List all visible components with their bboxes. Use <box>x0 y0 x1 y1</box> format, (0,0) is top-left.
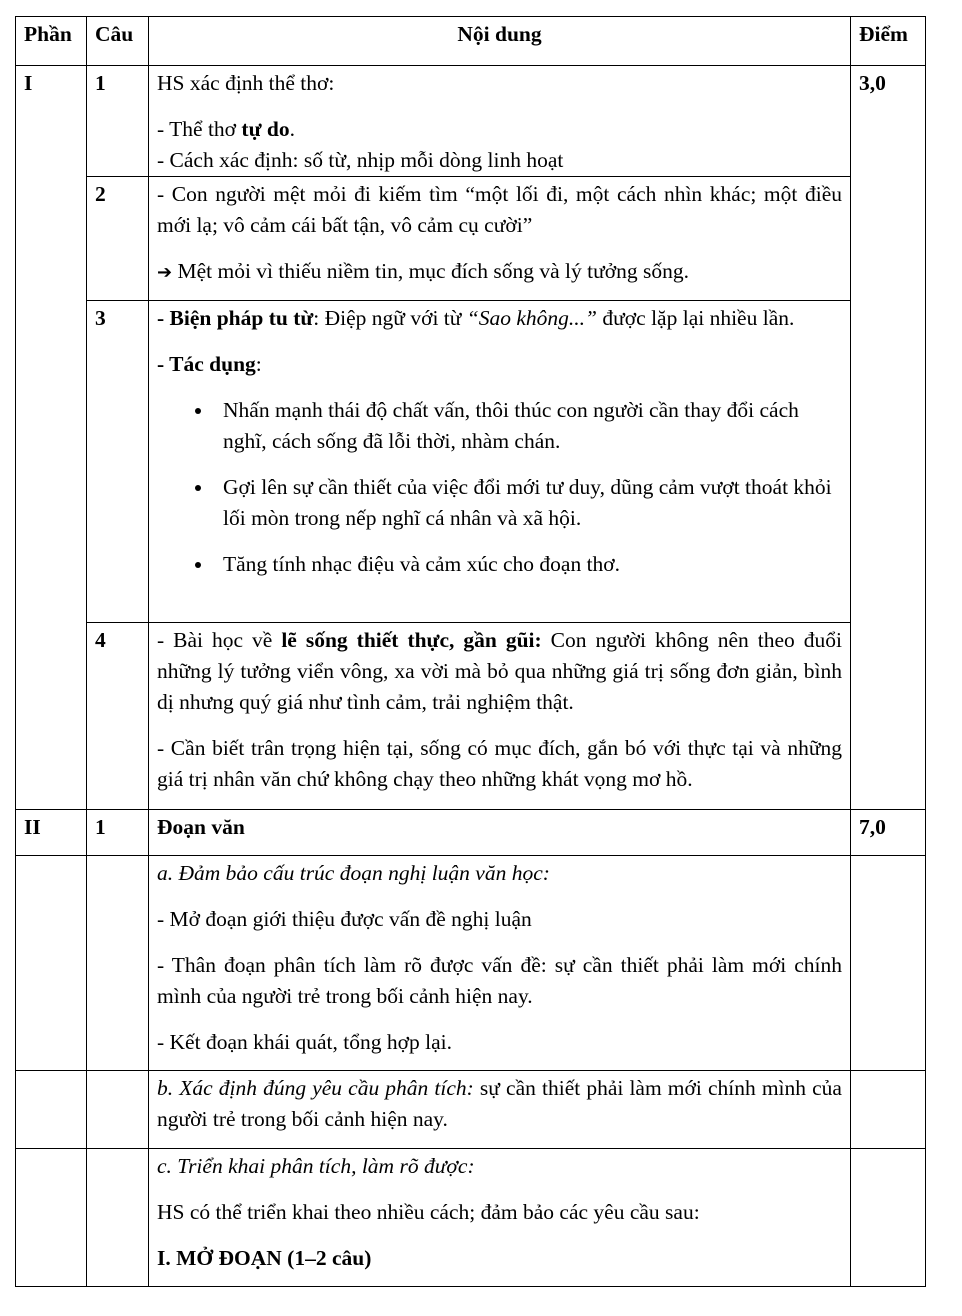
question-content <box>149 177 851 301</box>
answer-table <box>15 16 926 1287</box>
content-line: - Con người mệt mỏi đi kiếm tìm “một lối đi, một cách nhìn khác; một điều mới lạ; vô cảm cái bất tận, vô cảm cụ cười” <box>157 182 842 237</box>
content-line: I. MỞ ĐOẠN (1–2 câu) <box>157 1246 372 1270</box>
table-row <box>16 66 926 177</box>
question-number: 3 <box>87 301 149 623</box>
header-row <box>16 17 926 66</box>
table-row <box>16 623 926 810</box>
list-item: Nhấn mạnh thái độ chất vấn, thôi thúc con người cần thay đổi cách nghĩ, cách sống đã lỗi thời, nhàm chán. <box>157 395 842 457</box>
list-item: Tăng tính nhạc điệu và cảm xúc cho đoạn thơ. <box>157 549 842 580</box>
content-line: - Cần biết trân trọng hiện tại, sống có mục đích, gắn bó với thực tại và những giá trị nhân văn chứ không chạy theo những khát vọng mơ hồ. <box>157 736 842 791</box>
content-line: - Bài học về lẽ sống thiết thực, gần gũi: Con người không nên theo đuổi những lý tưởng viển vông, xa vời mà bỏ qua những giá trị sống đơn giản, bình dị nhưng quý giá như tình cảm, trải nghiệm thật. <box>157 628 842 714</box>
question-number: 4 <box>87 623 149 810</box>
table-row <box>16 856 926 1071</box>
content-line: ➔ Mệt mỏi vì thiếu niềm tin, mục đích sống và lý tưởng sống. <box>157 259 689 283</box>
question-content <box>149 856 851 1071</box>
question-number: 1 <box>87 810 149 856</box>
content-line: b. Xác định đúng yêu cầu phân tích: sự cần thiết phải làm mới chính mình của người trẻ trong bối cảnh hiện nay. <box>157 1076 842 1131</box>
content-line: - Tác dụng: <box>157 352 262 376</box>
content-heading: c. Triển khai phân tích, làm rõ được: <box>157 1154 475 1178</box>
content-line: - Mở đoạn giới thiệu được vấn đề nghị luận <box>157 907 532 931</box>
content-line: HS có thể triển khai theo nhiều cách; đảm bảo các yêu cầu sau: <box>157 1200 700 1224</box>
question-number: 2 <box>87 177 149 301</box>
table-row <box>16 810 926 856</box>
bullet-icon <box>195 408 201 414</box>
content-line: - Biện pháp tu từ: Điệp ngữ với từ “Sao không...” được lặp lại nhiều lần. <box>157 306 795 330</box>
content-line: - Thân đoạn phân tích làm rõ được vấn đề: sự cần thiết phải làm mới chính mình của người trẻ trong bối cảnh hiện nay. <box>157 953 842 1008</box>
table-row <box>16 1071 926 1149</box>
content-line: - Cách xác định: số từ, nhịp mỗi dòng linh hoạt <box>157 148 564 172</box>
bullet-icon <box>195 562 201 568</box>
header-phan: Phần <box>16 17 87 66</box>
arrow-icon: ➔ <box>157 262 173 283</box>
list-item: Gợi lên sự cần thiết của việc đổi mới tư duy, dũng cảm vượt thoát khỏi lối mòn trong nếp nghĩ cá nhân và xã hội. <box>157 472 842 534</box>
header-diem: Điểm <box>851 17 926 66</box>
question-content <box>149 66 851 177</box>
question-content <box>149 1149 851 1287</box>
part-label: I <box>16 66 87 810</box>
question-content <box>149 1071 851 1149</box>
bullet-icon <box>195 485 201 491</box>
content-heading: a. Đảm bảo cấu trúc đoạn nghị luận văn học: <box>157 861 550 885</box>
table-row <box>16 177 926 301</box>
table-row <box>16 301 926 623</box>
content-line: HS xác định thể thơ: <box>157 71 335 95</box>
question-content <box>149 623 851 810</box>
question-content <box>149 301 851 623</box>
question-number: 1 <box>87 66 149 177</box>
part-label: II <box>16 810 87 856</box>
table-row <box>16 1149 926 1287</box>
effects-list <box>157 395 842 580</box>
score: 7,0 <box>851 810 926 856</box>
score: 3,0 <box>851 66 926 810</box>
section-title: Đoạn văn <box>149 810 851 856</box>
content-line: - Kết đoạn khái quát, tổng hợp lại. <box>157 1030 452 1054</box>
header-noi-dung: Nội dung <box>149 17 851 66</box>
header-cau: Câu <box>87 17 149 66</box>
content-line: - Thể thơ tự do. <box>157 117 295 141</box>
